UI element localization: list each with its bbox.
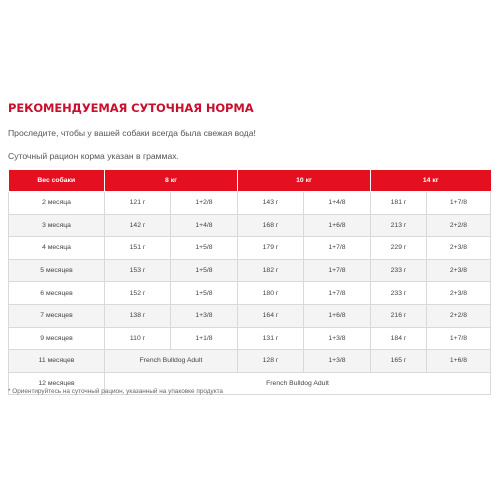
age-cell: 4 месяца bbox=[9, 237, 105, 260]
cups-cell: 1+7/8 bbox=[304, 237, 371, 260]
cups-cell: 1+5/8 bbox=[171, 259, 238, 282]
grams-cell: 213 г bbox=[371, 214, 427, 237]
grams-cell: 229 г bbox=[371, 237, 427, 260]
header-weight: Вес собаки bbox=[9, 170, 105, 192]
cups-cell: 1+7/8 bbox=[427, 327, 491, 350]
cups-cell: 1+7/8 bbox=[427, 192, 491, 215]
age-cell: 11 месяцев bbox=[9, 350, 105, 373]
grams-cell: 142 г bbox=[105, 214, 171, 237]
age-cell: 12 месяцев bbox=[9, 372, 105, 395]
grams-cell: 233 г bbox=[371, 282, 427, 305]
cups-cell: 1+3/8 bbox=[304, 327, 371, 350]
adult-food-cell: French Bulldog Adult bbox=[105, 372, 491, 395]
feeding-table bbox=[8, 170, 491, 395]
footnote: * Ориентируйтесь на суточный рацион, указанный на упаковке продукта bbox=[8, 388, 223, 395]
header-10kg: 10 кг bbox=[238, 170, 371, 192]
adult-food-cell: French Bulldog Adult bbox=[105, 350, 238, 373]
cups-cell: 2+2/8 bbox=[427, 214, 491, 237]
grams-cell: 128 г bbox=[238, 350, 304, 373]
grams-cell: 216 г bbox=[371, 304, 427, 327]
table-row bbox=[9, 214, 491, 237]
grams-cell: 181 г bbox=[371, 192, 427, 215]
age-cell: 5 месяцев bbox=[9, 259, 105, 282]
table-row bbox=[9, 327, 491, 350]
grams-cell: 233 г bbox=[371, 259, 427, 282]
grams-cell: 143 г bbox=[238, 192, 304, 215]
cups-cell: 1+4/8 bbox=[171, 214, 238, 237]
table-row bbox=[9, 282, 491, 305]
age-cell: 3 месяца bbox=[9, 214, 105, 237]
cups-cell: 1+3/8 bbox=[304, 350, 371, 373]
cups-cell: 1+1/8 bbox=[171, 327, 238, 350]
table-row bbox=[9, 192, 491, 215]
grams-cell: 151 г bbox=[105, 237, 171, 260]
cups-cell: 1+2/8 bbox=[171, 192, 238, 215]
grams-note: Суточный рацион корма указан в граммах. bbox=[8, 151, 179, 161]
grams-cell: 179 г bbox=[238, 237, 304, 260]
cups-cell: 2+3/8 bbox=[427, 259, 491, 282]
grams-cell: 153 г bbox=[105, 259, 171, 282]
page-title: РЕКОМЕНДУЕМАЯ СУТОЧНАЯ НОРМА bbox=[8, 101, 254, 115]
cups-cell: 1+5/8 bbox=[171, 237, 238, 260]
grams-cell: 165 г bbox=[371, 350, 427, 373]
grams-cell: 168 г bbox=[238, 214, 304, 237]
table-row bbox=[9, 259, 491, 282]
grams-cell: 164 г bbox=[238, 304, 304, 327]
grams-cell: 121 г bbox=[105, 192, 171, 215]
age-cell: 7 месяцев bbox=[9, 304, 105, 327]
table-row bbox=[9, 237, 491, 260]
grams-cell: 110 г bbox=[105, 327, 171, 350]
cups-cell: 1+6/8 bbox=[304, 304, 371, 327]
grams-cell: 184 г bbox=[371, 327, 427, 350]
grams-cell: 138 г bbox=[105, 304, 171, 327]
water-note: Проследите, чтобы у вашей собаки всегда была свежая вода! bbox=[8, 128, 256, 138]
cups-cell: 2+3/8 bbox=[427, 237, 491, 260]
grams-cell: 180 г bbox=[238, 282, 304, 305]
table-row bbox=[9, 304, 491, 327]
cups-cell: 1+7/8 bbox=[304, 259, 371, 282]
cups-cell: 2+3/8 bbox=[427, 282, 491, 305]
header-14kg: 14 кг bbox=[371, 170, 491, 192]
grams-cell: 152 г bbox=[105, 282, 171, 305]
cups-cell: 1+3/8 bbox=[171, 304, 238, 327]
age-cell: 9 месяцев bbox=[9, 327, 105, 350]
table-header-row bbox=[9, 170, 491, 192]
header-8kg: 8 кг bbox=[105, 170, 238, 192]
age-cell: 2 месяца bbox=[9, 192, 105, 215]
cups-cell: 1+6/8 bbox=[427, 350, 491, 373]
cups-cell: 2+2/8 bbox=[427, 304, 491, 327]
age-cell: 6 месяцев bbox=[9, 282, 105, 305]
cups-cell: 1+7/8 bbox=[304, 282, 371, 305]
cups-cell: 1+4/8 bbox=[304, 192, 371, 215]
cups-cell: 1+6/8 bbox=[304, 214, 371, 237]
cups-cell: 1+5/8 bbox=[171, 282, 238, 305]
grams-cell: 182 г bbox=[238, 259, 304, 282]
table-row bbox=[9, 350, 491, 373]
grams-cell: 131 г bbox=[238, 327, 304, 350]
